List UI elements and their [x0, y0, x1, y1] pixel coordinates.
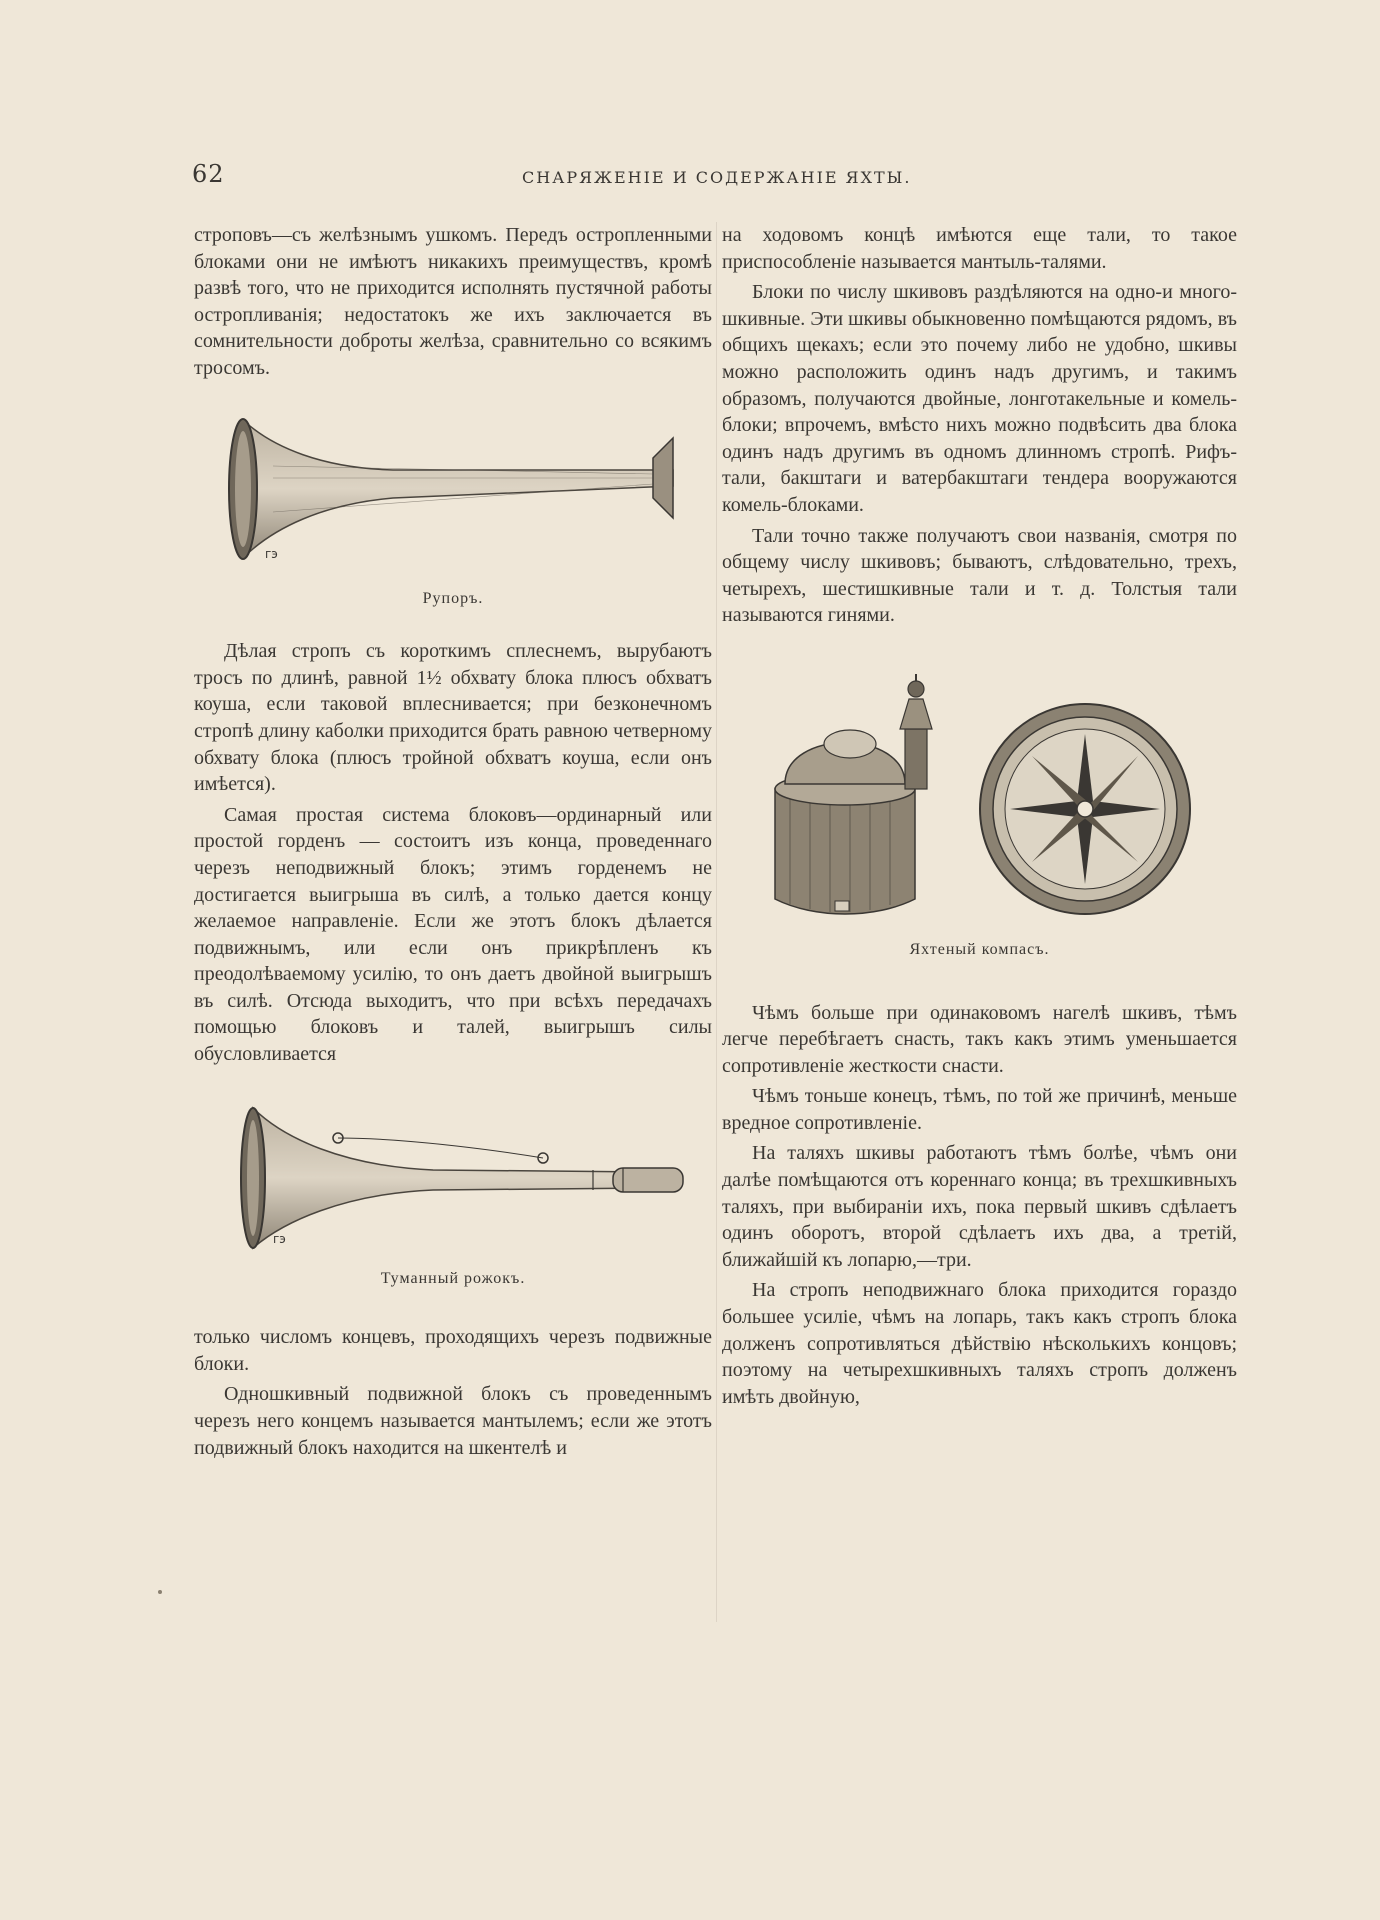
fog-horn-illustration: [213, 1098, 693, 1258]
compass-card-drawing: [980, 704, 1190, 914]
left-paragraph-5: Одношкивный подвижной блокъ съ проведеннымъ черезъ него концемъ называется мантылемъ; если же этотъ подвижный блокъ находится на шкентелѣ и: [194, 1383, 712, 1459]
binnacle-drawing: [775, 674, 932, 914]
running-title: СНАРЯЖЕНІЕ И СОДЕРЖАНІЕ ЯХТЫ.: [522, 168, 912, 187]
yacht-compass-illustration: [755, 669, 1205, 929]
figure-caption-megaphone: Рупоръ.: [422, 589, 484, 607]
left-paragraph-2: Дѣлая стропъ съ короткимъ сплеснемъ, вырубаютъ тросъ по длинѣ, равной 1½ обхвату блока плюсъ обхватъ коуша, если таковой вплесниваетcя; при безконечномъ стропѣ длину каболки приходится брать равною четверному обхвату блока (плюсъ тройной обхватъ коуша, если онъ имѣется).: [194, 640, 712, 796]
figure-caption-fog-horn: Туманный рожокъ.: [380, 1269, 526, 1287]
svg-text:гэ: гэ: [265, 546, 278, 561]
figure-megaphone: [194, 408, 712, 613]
right-paragraph-6: На таляхъ шкивы работаютъ тѣмъ болѣе, чѣмъ они далѣе помѣщаются отъ кореннаго конца; въ трехшкивныхъ таляхъ, при выбираніи ихъ, пока первый шкивъ сдѣлаетъ одинъ оборотъ, второй сдѣлаетъ ихъ два, а третій, ближайшій къ лопарю,—три.: [722, 1142, 1237, 1271]
right-column: [722, 222, 1237, 1414]
svg-text:гэ: гэ: [273, 1231, 286, 1246]
left-column: [194, 222, 712, 1465]
right-paragraph-3: Тали точно также получаютъ свои названія, смотря по общему числу шкивовъ; бываютъ, слѣдовательно, трехъ, четырехъ, шестишкивные тали и т. д. Толстыя тали называются гинями.: [722, 524, 1237, 627]
page-number: 62: [192, 160, 225, 188]
left-paragraph-3: Самая простая система блоковъ—ординарный или простой горденъ — состоитъ изъ конца, проведеннаго черезъ неподвижный блокъ; этимъ горденемъ не достигается выигрыша въ силѣ, а только дается концу желаемое направленіе. Если же этотъ блокъ дѣлается подвижнымъ, или если онъ прикрѣпленъ къ преодолѣваемому усилію, то онъ даетъ двойной выигрышъ въ силѣ. Отсюда выходитъ, что при всѣхъ передачахъ помощью блоковъ и талей, выигрышъ силы обусловливается: [194, 803, 712, 1066]
left-paragraph-1: строповъ—съ желѣзнымъ ушкомъ. Передъ остропленными блоками они не имѣютъ никакихъ преимуществъ, кромѣ развѣ того, что не приходится исполнять пустячной работы остропливанія; недостатокъ же ихъ заключается въ сомнительности доброты желѣза, сравнительно со всякимъ тросомъ.: [194, 224, 712, 379]
megaphone-illustration: [213, 408, 693, 578]
left-paragraph-4: только числомъ концевъ, проходящихъ черезъ подвижные блоки.: [194, 1326, 712, 1375]
figure-caption-yacht-compass: Яхтеный компасъ.: [909, 940, 1050, 958]
paper-speck: [158, 1590, 162, 1594]
right-paragraph-4: Чѣмъ больше при одинаковомъ нагелѣ шкивъ, тѣмъ легче перебѣгаетъ снасть, такъ какъ этимъ уменьшается сопротивленіе жесткости снасти.: [722, 1001, 1237, 1077]
right-paragraph-5: Чѣмъ тоньше конецъ, тѣмъ, по той же причинѣ, меньше вредное сопротивленіе.: [722, 1085, 1237, 1134]
right-paragraph-7: На стропъ неподвижнаго блока приходится гораздо большее усиліе, чѣмъ на лопарь, такъ какъ стропъ блока долженъ сопротивляться дѣйствію нѣсколькихъ концовъ; поэтому на четырехшкивныхъ таляхъ стропъ долженъ имѣть двойную,: [722, 1279, 1237, 1408]
page-header: [192, 160, 1235, 200]
column-divider: [716, 222, 717, 1622]
right-paragraph-2: Блоки по числу шкивовъ раздѣляются на одно-и много-шкивные. Эти шкивы обыкновенно помѣщаются рядомъ, въ общихъ щекахъ; если это почему либо не удобно, шкивы можно расположить одинъ надъ другимъ, и такимъ образомъ, получаются двойные, лонготакельные и комель-блоки; впрочемъ, вмѣсто нихъ можно подвѣсить два блока одинъ надъ другимъ въ одномъ длинномъ стропѣ. Рифъ-тали, бакштаги и ватербакштаги тендера вооружаются комель-блоками.: [722, 281, 1237, 516]
figure-yacht-compass: [722, 669, 1237, 964]
right-paragraph-1: на ходовомъ концѣ имѣются еще тали, то такое приспособленіе называется мантыль-талями.: [722, 224, 1237, 273]
figure-fog-horn: [194, 1098, 712, 1293]
